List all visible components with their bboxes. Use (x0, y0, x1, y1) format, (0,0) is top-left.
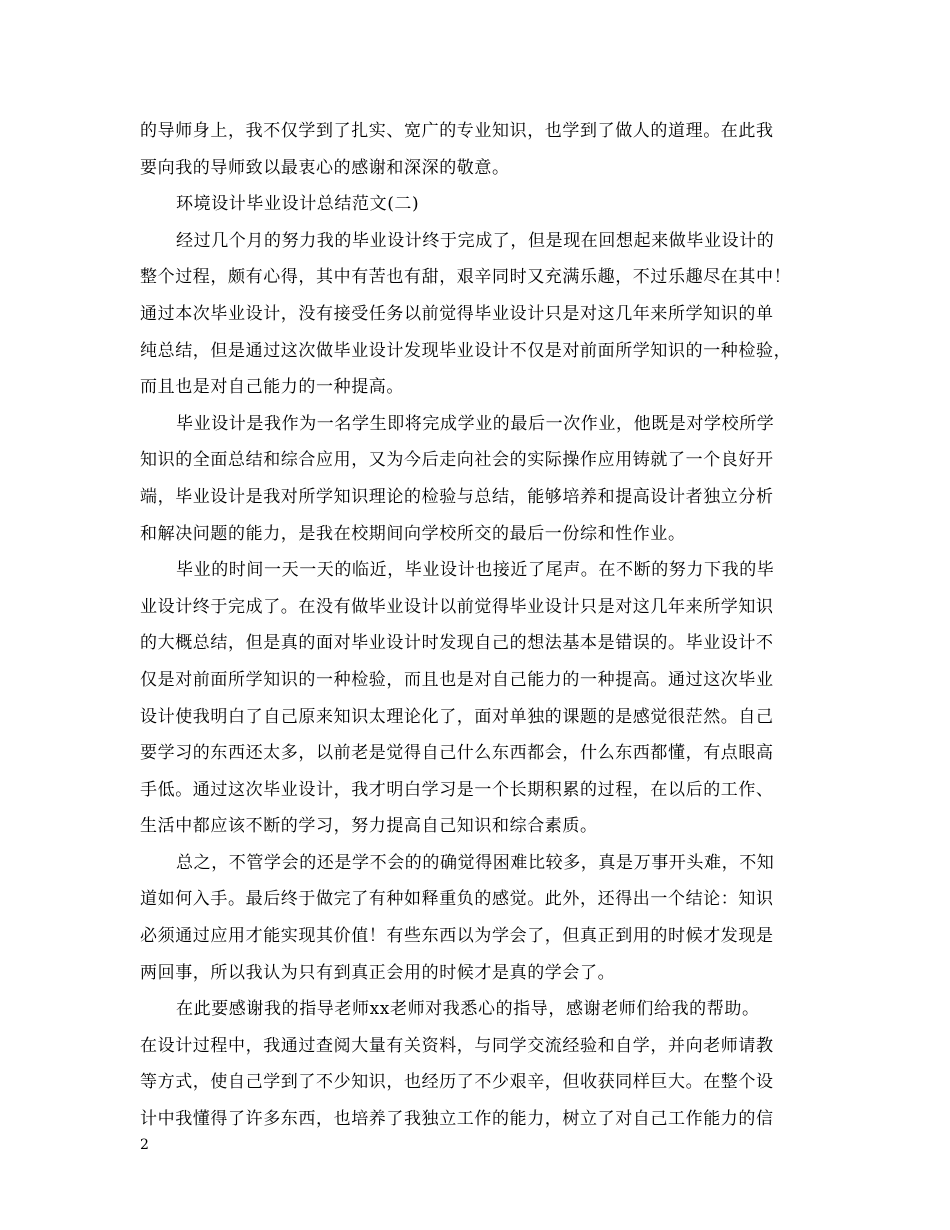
text-line: 的大概总结，但是真的面对毕业设计时发现自己的想法基本是错误的。毕业设计不 (140, 633, 774, 654)
text-line: 必须通过应用才能实现其价值！有些东西以为学会了，但真正到用的时候才发现是 (140, 926, 774, 947)
text-line: 道如何入手。最后终于做完了有种如释重负的感觉。此外，还得出一个结论：知识 (140, 889, 774, 910)
text-line: 要向我的导师致以最衷心的感谢和深深的敬意。 (140, 157, 510, 178)
text-line: 经过几个月的努力我的毕业设计终于完成了，但是现在回想起来做毕业设计的 (176, 230, 775, 251)
text-line: 仅是对前面所学知识的一种检验，而且也是对自己能力的一种提高。通过这次毕业 (140, 669, 774, 690)
text-line: 在设计过程中，我通过查阅大量有关资料，与同学交流经验和自学，并向老师请教 (140, 1035, 774, 1056)
text-line: 手低。通过这次毕业设计，我才明白学习是一个长期积累的过程，在以后的工作、 (140, 779, 774, 800)
text-line: 整个过程，颇有心得，其中有苦也有甜，艰辛同时又充满乐趣，不过乐趣尽在其中！ (140, 267, 792, 288)
text-line: 纯总结，但是通过这次做毕业设计发现毕业设计不仅是对前面所学知识的一种检验， (140, 340, 792, 361)
text-line: 和解决问题的能力，是我在校期间向学校所交的最后一份综和性作业。 (140, 523, 686, 544)
text-line: 生活中都应该不断的学习，努力提高自己知识和综合素质。 (140, 816, 598, 837)
text-line: 端，毕业设计是我对所学知识理论的检验与总结，能够培养和提高设计者独立分析 (140, 486, 774, 507)
section-heading: 环境设计毕业设计总结范文(二) (176, 194, 420, 215)
text-line: 业设计终于完成了。在没有做毕业设计以前觉得毕业设计只是对这几年来所学知识 (140, 596, 774, 617)
document-body (140, 113, 820, 1138)
text-line: 毕业的时间一天一天的临近，毕业设计也接近了尾声。在不断的努力下我的毕 (176, 560, 775, 581)
text-line: 两回事，所以我认为只有到真正会用的时候才是真的学会了。 (140, 962, 616, 983)
text-line: 计中我懂得了许多东西，也培养了我独立工作的能力，树立了对自己工作能力的信 (140, 1109, 774, 1130)
text-line: 的导师身上，我不仅学到了扎实、宽广的专业知识，也学到了做人的道理。在此我 (140, 121, 774, 141)
text-line: 知识的全面总结和综合应用，又为今后走向社会的实际操作应用铸就了一个良好开 (140, 450, 774, 471)
text-line: 毕业设计是我作为一名学生即将完成学业的最后一次作业，他既是对学校所学 (176, 413, 775, 434)
text-line: 在此要感谢我的指导老师xx老师对我悉心的指导，感谢老师们给我的帮助。 (176, 999, 760, 1020)
text-line: 总之，不管学会的还是学不会的的确觉得困难比较多，真是万事开头难，不知 (176, 852, 775, 873)
text-line: 而且也是对自己能力的一种提高。 (140, 377, 404, 398)
text-line: 通过本次毕业设计，没有接受任务以前觉得毕业设计只是对这几年来所学知识的单 (140, 303, 774, 324)
text-line: 设计使我明白了自己原来知识太理论化了，面对单独的课题的是感觉很茫然。自己 (140, 706, 774, 727)
text-line: 要学习的东西还太多，以前老是觉得自己什么东西都会，什么东西都懂，有点眼高 (140, 743, 774, 764)
page-number: 2 (140, 1137, 149, 1153)
text-line: 等方式，使自己学到了不少知识，也经历了不少艰辛，但收获同样巨大。在整个设 (140, 1072, 774, 1093)
